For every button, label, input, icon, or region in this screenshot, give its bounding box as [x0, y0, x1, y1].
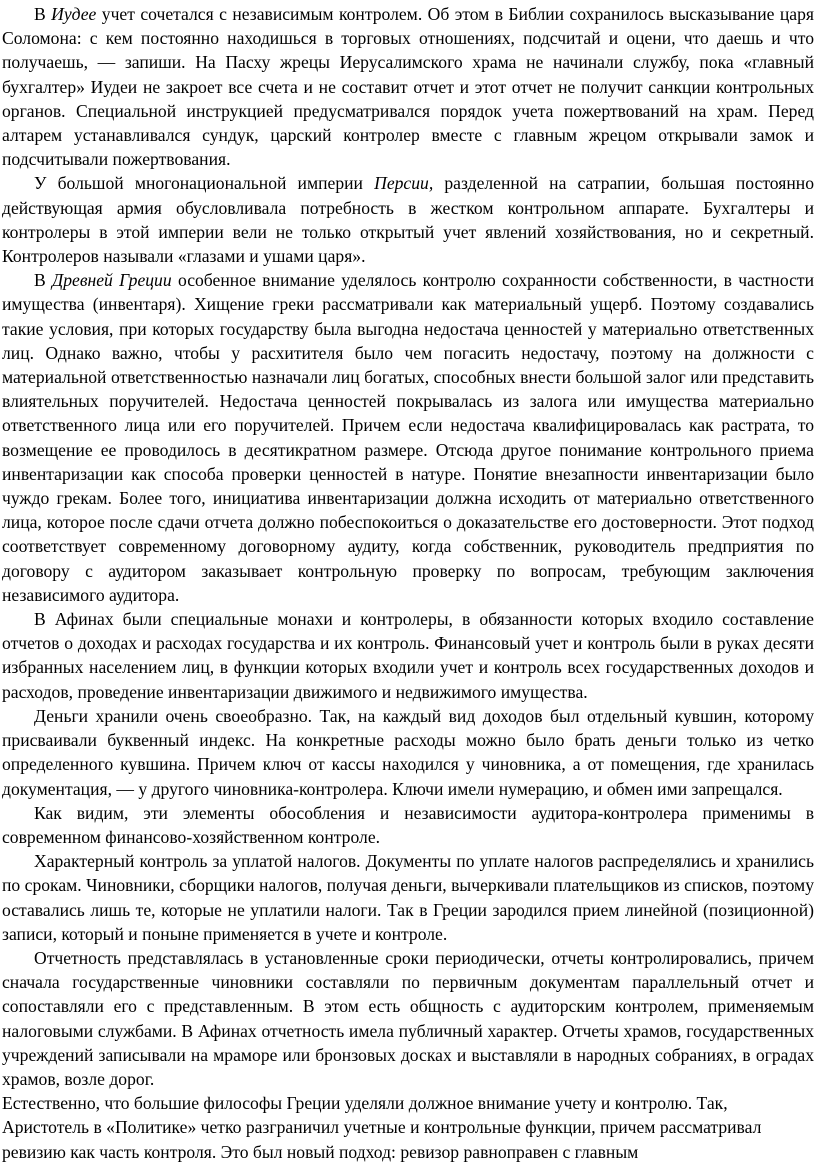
paragraph-reporting: Отчетность представлялась в установленные сроки периодически, отчеты контролировались, причем сначала государственные чиновники составляли по первичным документам параллельный отчет и сопоставляли его с представленным. В этом есть общность с аудиторским контролем, применяемым налоговыми службами. В Афинах отчетность имела публичный характер. Отчеты храмов, государственных учреждений записывали на мраморе или бронзовых досках и выставляли в народных собраниях, в оградах храмов, возле дорог.: [2, 947, 814, 1089]
paragraph-money-storage: Деньги хранили очень своеобразно. Так, на каждый вид доходов был отдельный кувшин, которому присваивали буквенный индекс. На конкретные расходы можно было брать деньги только из четко определенного кувшина. Причем ключ от кассы находился у чиновника, а от помещения, где хранилась документация, — у другого чиновника-контролера. Ключи имели нумерацию, и обмен ими запрещался.: [2, 705, 814, 799]
paragraph-ancient-greece: [2, 268, 814, 607]
paragraph-persia-body: разделенной на сатрапии, большая постоянно действующая армия обусловливала потребность в жестком контрольном аппарате. Бухгалтеры и контролеры в этой империи вели не только открытый учет явлений хозяйствования, но и секретный. Контролеров называли «глазами и ушами царя».: [2, 173, 814, 267]
term-ancient-greece: Древней Греции: [52, 270, 172, 291]
paragraph-ancient-greece-lead: В: [34, 270, 53, 291]
paragraph-independence: Как видим, эти элементы обособления и независимости аудитора-контролера применимы в современном финансово-хозяйственном контроле.: [2, 802, 814, 847]
paragraph-judea: [2, 2, 814, 171]
paragraph-athens-controllers: В Афинах были специальные монахи и контролеры, в обязанности которых входило составление отчетов о доходах и расходах государства и их контроль. Финансовый учет и контроль были в руках десяти избранных населением лиц, в функции которых входили учет и контроль всех государственных доходов и расходов, проведение инвентаризации движимого и недвижимого имущества.: [2, 609, 814, 702]
paragraph-persia: [2, 171, 814, 268]
term-judea: Иудее: [51, 4, 97, 24]
paragraph-ancient-greece-body: особенное внимание уделялось контролю сохранности собственности, в частности имущества (инвентаря). Хищение греки рассматривали как материальный ущерб. Поэтому создавались такие условия, при которых государству была выгодна недостача ценностей у материально ответственных лиц. Однако важно, чтобы у расхитителя было чем погасить недостачу, поэтому на должности с материальной ответственностью назначали лиц богатых, способных внести большой залог или представить влиятельных поручителей. Недостача ценностей покрывалась из залога или имущества материально ответственного лица или его поручителей. Причем если недостача квалифицировалась как растрата, то возмещение ее проводилось в десятикратном размере. Отсюда другое понимание контрольного приема инвентаризации как способа проверки ценностей в натуре. Понятие внезапности инвентаризации было чуждо грекам. Более того, инициатива инвентаризации должна исходить от материально ответственного лица, которое после сдачи отчета должно побеспокоиться о доказательстве его достоверности. Этот подход соответствует современному договорному аудиту, когда собственник, руководитель предприятия по договору с аудитором заказывает контрольную проверку по вопросам, требующим заключения независимого аудитора.: [2, 270, 814, 605]
paragraph-persia-lead: У большой многонациональной империи: [34, 173, 375, 194]
paragraph-philosophers: Естественно, что большие философы Греции уделяли должное внимание учету и контролю. Так, Аристотель в «Политике» четко разграничил учетные и контрольные функции, причем рассматривал ревизию как часть контроля. Это был новый подход: ревизор равноправен с главным: [2, 1093, 762, 1162]
paragraph-judea-lead: В: [34, 4, 52, 24]
term-persia: Персии,: [374, 173, 434, 194]
paragraph-judea-body: учет сочетался с независимым контролем. Об этом в Библии сохранилось высказывание царя Соломона: с кем постоянно находишься в торговых отношениях, подсчитай и оцени, что даешь и что получаешь, — запиши. На Пасху жрецы Иерусалимского храма не начинали службу, пока «главный бухгалтер» Иудеи не закроет все счета и не составит отчет и этот отчет не получит санкции контрольных органов. Специальной инструкцией предусматривался порядок учета пожертвований на храм. Перед алтарем устанавливался сундук, царский контролер вместе с главным жрецом открывали замок и подсчитывали пожертвования.: [2, 4, 814, 170]
paragraph-tax-control: Характерный контроль за уплатой налогов. Документы по уплате налогов распределялись и хранились по срокам. Чиновники, сборщики налогов, получая деньги, вычеркивали плательщиков из списков, поэтому оставались лишь те, которые не уплатили налоги. Так в Греции зародился прием линейной (позиционной) записи, который и поныне применяется в учете и контроле.: [2, 851, 814, 944]
